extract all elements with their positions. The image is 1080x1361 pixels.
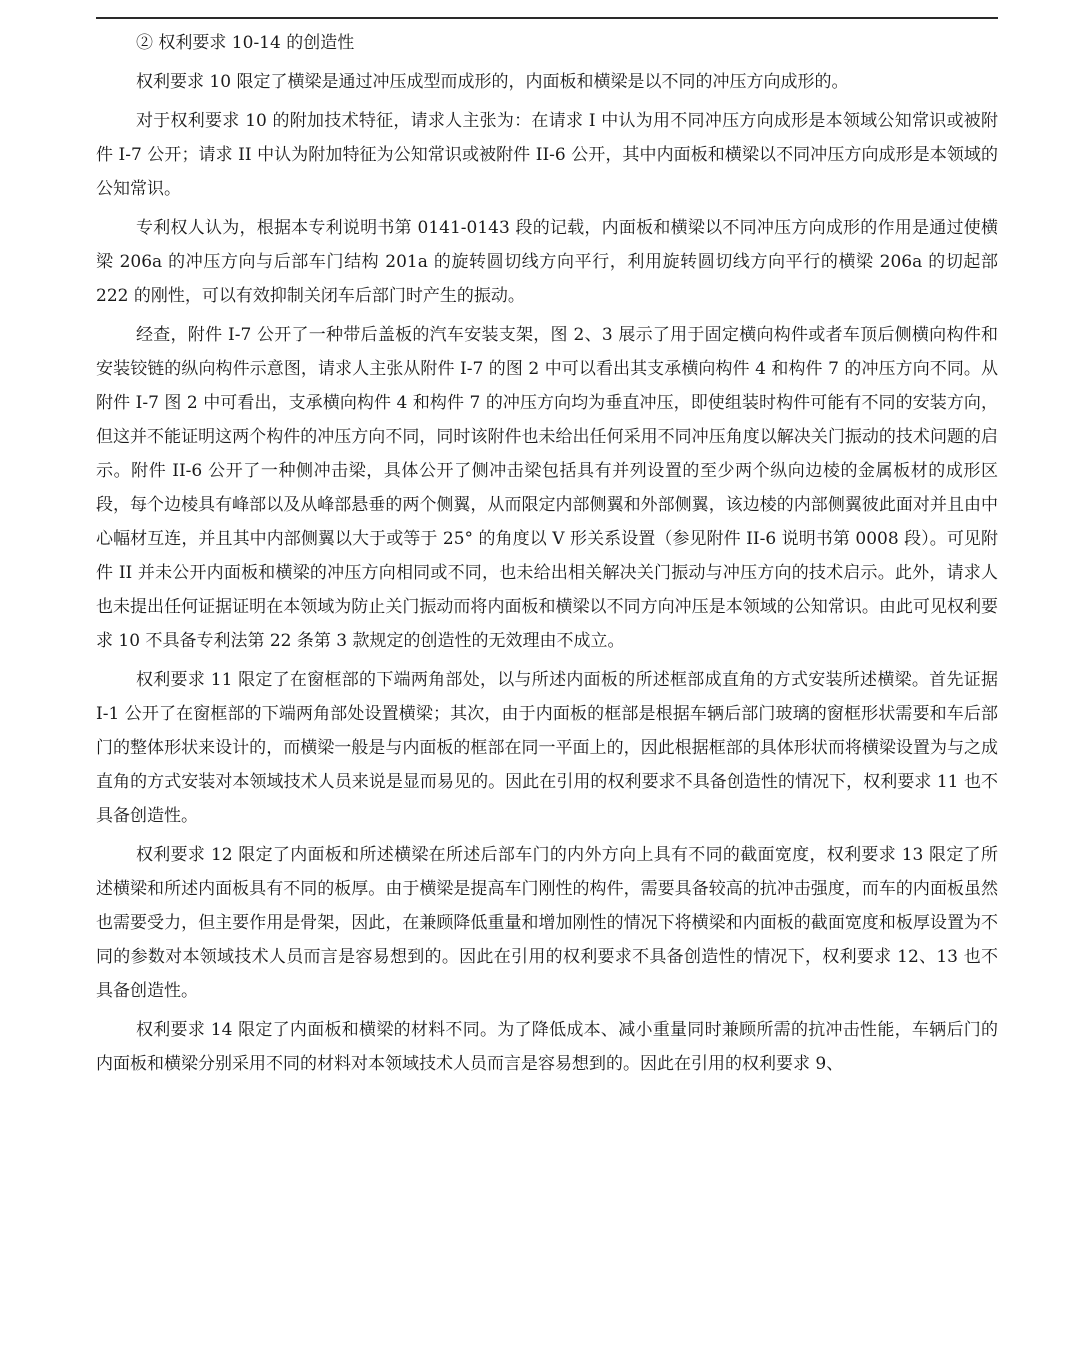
paragraph-claim-10-definition: 权利要求 10 限定了横梁是通过冲压成型而成形的，内面板和横梁是以不同的冲压方向成形的。	[136, 72, 849, 92]
header-rule	[96, 17, 998, 19]
paragraph-claim-11: 权利要求 11 限定了在窗框部的下端两角部处，以与所述内面板的所述框部成直角的方式安装所述横梁。首先证据 I-1 公开了在窗框部的下端两角部处设置横梁；其次，由于内面板的框部是根据车辆后部门玻璃的窗框形状需要和车后部门的整体形状来设计的，而横梁一般是与内面板的框部在同一平面上的，因此根据框部的具体形状而将横梁设置为与之成直角的方式安装对本领域技术人员来说是显而易见的。因此在引用的权利要求不具备创造性的情况下，权利要求 11 也不具备创造性。	[96, 670, 998, 826]
paragraph-patentee-argument: 专利权人认为，根据本专利说明书第 0141-0143 段的记载，内面板和横梁以不同冲压方向成形的作用是通过使横梁 206a 的冲压方向与后部车门结构 201a 的旋转圆切线方向平行，利用旋转圆切线方向平行的横梁 206a 的切起部 222 的刚性，可以有效抑制关闭车后部门时产生的振动。	[96, 218, 998, 306]
paragraph-examination-findings: 经查，附件 I-7 公开了一种带后盖板的汽车安装支架，图 2、3 展示了用于固定横向构件或者车顶后侧横向构件和安装铰链的纵向构件示意图，请求人主张从附件 I-7 的图 2 中可以看出其支承横向构件 4 和构件 7 的冲压方向不同。从附件 I-7 图 2 中可看出，支承横向构件 4 和构件 7 的冲压方向均为垂直冲压，即使组装时构件可能有不同的安装方向，但这并不能证明这两个构件的冲压方向不同，同时该附件也未给出任何采用不同冲压角度以解决关门振动的技术问题的启示。附件 II-6 公开了一种侧冲击梁，具体公开了侧冲击梁包括具有并列设置的至少两个纵向边棱的金属板材的成形区段，每个边棱具有峰部以及从峰部悬垂的两个侧翼，从而限定内部侧翼和外部侧翼，该边棱的内部侧翼彼此面对并且由中心幅材互连，并且其中内部侧翼以大于或等于 25° 的角度以 V 形关系设置（参见附件 II-6 说明书第 0008 段）。可见附件 II 并未公开内面板和横梁的冲压方向相同或不同，也未给出相关解决关门振动与冲压方向的技术启示。此外，请求人也未提出任何证据证明在本领域为防止关门振动而将内面板和横梁以不同方向冲压是本领域的公知常识。由此可见权利要求 10 不具备专利法第 22 条第 3 款规定的创造性的无效理由不成立。	[96, 325, 998, 651]
paragraph-claim-14: 权利要求 14 限定了内面板和横梁的材料不同。为了降低成本、减小重量同时兼顾所需的抗冲击性能，车辆后门的内面板和横梁分别采用不同的材料对本领域技术人员而言是容易想到的。因此在引用的权利要求 9、	[96, 1020, 998, 1074]
section-heading: ② 权利要求 10-14 的创造性	[136, 33, 355, 53]
paragraph-requester-argument: 对于权利要求 10 的附加技术特征，请求人主张为：在请求 I 中认为用不同冲压方向成形是本领域公知常识或被附件 I-7 公开；请求 II 中认为附加特征为公知常识或被附件 II-6 公开，其中内面板和横梁以不同冲压方向成形是本领域的公知常识。	[96, 111, 998, 199]
document-body	[96, 26, 998, 1086]
paragraph-claims-12-13: 权利要求 12 限定了内面板和所述横梁在所述后部车门的内外方向上具有不同的截面宽度，权利要求 13 限定了所述横梁和所述内面板具有不同的板厚。由于横梁是提高车门刚性的构件，需要具备较高的抗冲击强度，而车的内面板虽然也需要受力，但主要作用是骨架，因此，在兼顾降低重量和增加刚性的情况下将横梁和内面板的截面宽度和板厚设置为不同的参数对本领域技术人员而言是容易想到的。因此在引用的权利要求不具备创造性的情况下，权利要求 12、13 也不具备创造性。	[96, 845, 998, 1001]
